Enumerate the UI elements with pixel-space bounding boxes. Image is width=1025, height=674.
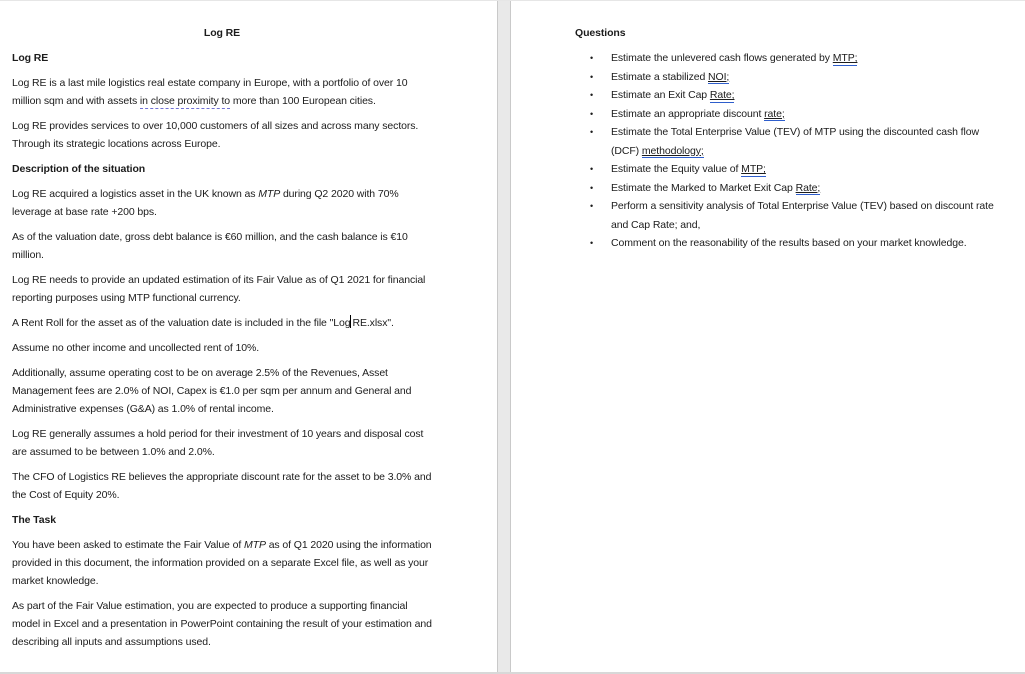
text-segment: model in Excel and a presentation in PowerPoint containing the result of your estimation and (12, 618, 432, 630)
grammar-flagged-text: MTP; (832, 52, 858, 64)
text-segment: Administrative expenses (G&A) as 1.0% of rental income. (12, 403, 274, 415)
paragraph (12, 425, 432, 461)
bullet-marker-icon: • (590, 90, 594, 100)
text-segment: Through its strategic locations across Europe. (12, 138, 221, 150)
paragraph (12, 468, 432, 504)
text-segment: market knowledge. (12, 575, 99, 587)
section-heading: Questions (575, 27, 626, 39)
text-line (611, 216, 1009, 235)
text-line (12, 117, 432, 135)
grammar-flagged-text: Rate; (709, 89, 735, 101)
paragraph (12, 185, 432, 221)
text-segment: You have been asked to estimate the Fair Value of (12, 539, 244, 551)
bullet-item (575, 197, 1009, 234)
text-line (12, 572, 432, 590)
text-line (12, 615, 432, 633)
text-segment: As of the valuation date, gross debt balance is €60 million, and the cash balance is €10 (12, 231, 408, 243)
text-line (12, 246, 432, 264)
text-segment: Perform a sensitivity analysis of Total Enterprise Value (TEV) based on discount rate (611, 200, 994, 212)
right-page-blocks (575, 24, 1009, 253)
text-segment: more than 100 European cities. (230, 95, 376, 107)
page-top-edge (0, 0, 1025, 1)
text-line (12, 74, 432, 92)
text-line (611, 105, 1009, 124)
text-segment: A Rent Roll for the asset as of the valuation date is included in the file "Log (12, 317, 351, 329)
grammar-flagged-text: rate; (764, 107, 785, 120)
text-segment: Estimate an appropriate discount (611, 107, 765, 120)
text-segment: Log RE is a last mile logistics real estate company in Europe, with a portfolio of over 10 (12, 77, 408, 89)
text-segment: Comment on the reasonability of the results based on your market knowledge. (611, 237, 967, 249)
paragraph (12, 271, 432, 307)
text-segment: Log RE acquired a logistics asset in the UK known as (12, 188, 259, 200)
italic-text: MTP (244, 539, 266, 551)
text-line (12, 382, 432, 400)
bullet-item (575, 234, 1009, 253)
text-segment: As part of the Fair Value estimation, you are expected to produce a supporting financial (12, 600, 408, 612)
text-line (12, 554, 432, 572)
italic-text: MTP (258, 188, 281, 200)
bullet-item (575, 179, 1009, 198)
text-line (12, 597, 432, 615)
paragraph (12, 339, 432, 357)
right-page-content (575, 24, 1009, 253)
bullet-marker-icon: • (590, 164, 594, 174)
text-line (12, 425, 432, 443)
grammar-flagged-text: NOI; (708, 70, 730, 83)
text-line (611, 234, 1009, 253)
grammar-flagged-text: MTP; (741, 163, 766, 175)
text-line (12, 536, 432, 554)
bullet-marker-icon: • (590, 201, 594, 211)
bullet-item (575, 49, 1009, 68)
section-heading: The Task (12, 514, 56, 526)
text-segment: leverage at base rate +200 bps. (12, 206, 157, 218)
text-line (611, 49, 1009, 68)
text-line (12, 271, 432, 289)
text-line (12, 228, 432, 246)
text-segment: Additionally, assume operating cost to be on average 2.5% of the Revenues, Asset (12, 367, 388, 379)
text-line (12, 185, 432, 203)
left-page-content (12, 24, 432, 658)
grammar-flagged-text: Rate; (795, 181, 821, 194)
paragraph (12, 364, 432, 418)
text-segment: Estimate the Total Enterprise Value (TEV) of MTP using the discounted cash flow (611, 126, 979, 138)
text-line (12, 633, 432, 651)
text-segment: The CFO of Logistics RE believes the appropriate discount rate for the asset to be 3.0% and (12, 471, 432, 483)
page-gap-divider (497, 0, 511, 674)
text-segment: and Cap Rate; and, (611, 218, 701, 231)
grammar-flagged-text: methodology; (641, 144, 704, 157)
text-line (611, 86, 1009, 105)
bullet-item (575, 68, 1009, 87)
bullet-marker-icon: • (590, 71, 594, 82)
text-segment: RE.xlsx". (352, 317, 394, 329)
document-title: Log RE (203, 27, 241, 39)
text-line (12, 314, 432, 332)
text-segment: (DCF) (611, 144, 642, 157)
text-line (611, 179, 1009, 198)
section-heading: Description of the situation (12, 163, 146, 175)
text-line (12, 92, 432, 110)
bullet-item (575, 86, 1009, 105)
text-segment: Estimate the Equity value of (611, 163, 742, 175)
bullet-marker-icon: • (590, 127, 594, 137)
text-line (12, 339, 432, 357)
bullet-marker-icon: • (590, 108, 594, 119)
bullet-item (575, 123, 1009, 160)
text-line (611, 123, 1009, 142)
text-line (12, 364, 432, 382)
text-segment: reporting purposes using MTP functional currency. (12, 292, 241, 304)
text-line (12, 289, 432, 307)
text-segment: provided in this document, the information provided on a separate Excel file, as well as your (12, 557, 429, 569)
text-segment: Estimate a stabilized (611, 70, 709, 83)
bullet-marker-icon: • (590, 182, 594, 193)
text-segment: describing all inputs and assumptions used. (12, 636, 211, 648)
text-line (12, 486, 432, 504)
text-segment: million sqm and with assets (12, 95, 140, 107)
left-page-blocks (12, 49, 432, 651)
text-line (611, 68, 1009, 87)
text-line (12, 135, 432, 153)
section-heading: Log RE (12, 52, 49, 64)
text-segment: during Q2 2020 with 70% (280, 188, 399, 200)
text-line (12, 400, 432, 418)
text-line (12, 443, 432, 461)
text-segment: are assumed to be between 1.0% and 2.0%. (12, 446, 215, 458)
text-segment: the Cost of Equity 20%. (12, 489, 120, 501)
paragraph (12, 228, 432, 264)
text-segment: Log RE needs to provide an updated estimation of its Fair Value as of Q1 2021 for financial (12, 274, 426, 286)
document-page-left[interactable] (0, 0, 497, 674)
text-line (12, 203, 432, 221)
text-segment: Assume no other income and uncollected rent of 10%. (12, 342, 260, 354)
text-line (611, 197, 1009, 216)
paragraph (12, 597, 432, 651)
text-line (611, 142, 1009, 161)
text-segment: Estimate the unlevered cash flows generated by (611, 52, 833, 64)
text-segment: Log RE provides services to over 10,000 customers of all sizes and across many sectors. (12, 120, 419, 132)
bullet-marker-icon: • (590, 238, 594, 248)
bullet-item (575, 105, 1009, 124)
text-segment: Estimate the Marked to Market Exit Cap (611, 181, 796, 194)
paragraph (12, 314, 432, 332)
text-segment: Management fees are 2.0% of NOI, Capex is €1.0 per sqm per annum and General and (12, 385, 412, 397)
paragraph (12, 74, 432, 110)
bullet-marker-icon: • (590, 53, 594, 63)
text-segment: Estimate an Exit Cap (611, 89, 710, 101)
text-segment: Log RE generally assumes a hold period for their investment of 10 years and disposal cost (12, 428, 424, 440)
text-segment: million. (12, 249, 44, 261)
text-segment: as of Q1 2020 using the information (265, 539, 432, 551)
conciseness-flagged-text: in close proximity to (139, 95, 231, 107)
paragraph (12, 536, 432, 590)
text-line (611, 160, 1009, 179)
paragraph (12, 117, 432, 153)
document-page-right[interactable] (511, 0, 1025, 674)
bullet-item (575, 160, 1009, 179)
text-line (12, 468, 432, 486)
